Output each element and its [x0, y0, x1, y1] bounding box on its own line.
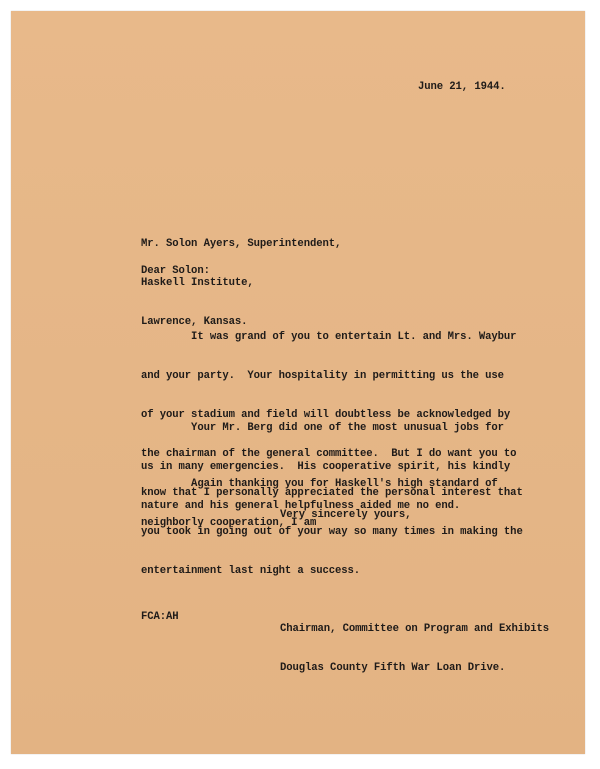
text-line: you took in going out of your way so many times in making the	[141, 526, 523, 538]
body-paragraph-3	[141, 452, 498, 556]
salutation: Dear Solon:	[141, 265, 210, 277]
address-line: Lawrence, Kansas.	[141, 316, 248, 328]
text-line: Your Mr. Berg did one of the most unusual jobs for	[141, 422, 504, 434]
text-line: know that I personally appreciated the personal interest that	[141, 487, 523, 499]
address-line: Mr. Solon Ayers, Superintendent,	[141, 238, 342, 250]
letter-page	[11, 11, 585, 754]
text-line: of your stadium and field will doubtless be acknowledged by	[141, 409, 511, 421]
complimentary-closing: Very sincerely yours,	[280, 509, 412, 521]
address-line: Haskell Institute,	[141, 277, 254, 289]
text-line: entertainment last night a success.	[141, 565, 361, 577]
text-line: the chairman of the general committee. But I do want you to	[141, 448, 517, 460]
text-line: Again thanking you for Haskell's high standard of	[141, 478, 498, 490]
signature-line: Chairman, Committee on Program and Exhibits	[280, 623, 550, 635]
text-line: It was grand of you to entertain Lt. and Mrs. Waybur	[141, 331, 517, 343]
text-line: and your party. Your hospitality in permitting us the use	[141, 370, 504, 382]
text-line: us in many emergencies. His cooperative spirit, his kindly	[141, 461, 511, 473]
signature-line: Douglas County Fifth War Loan Drive.	[280, 662, 506, 674]
text-line: neighborly cooperation, I am	[141, 517, 317, 529]
reference-initials: FCA:AH	[141, 611, 179, 623]
letter-date: June 21, 1944.	[418, 81, 506, 93]
signature-block	[280, 597, 549, 701]
text-line: nature and his general helpfulness aided me no end.	[141, 500, 461, 512]
